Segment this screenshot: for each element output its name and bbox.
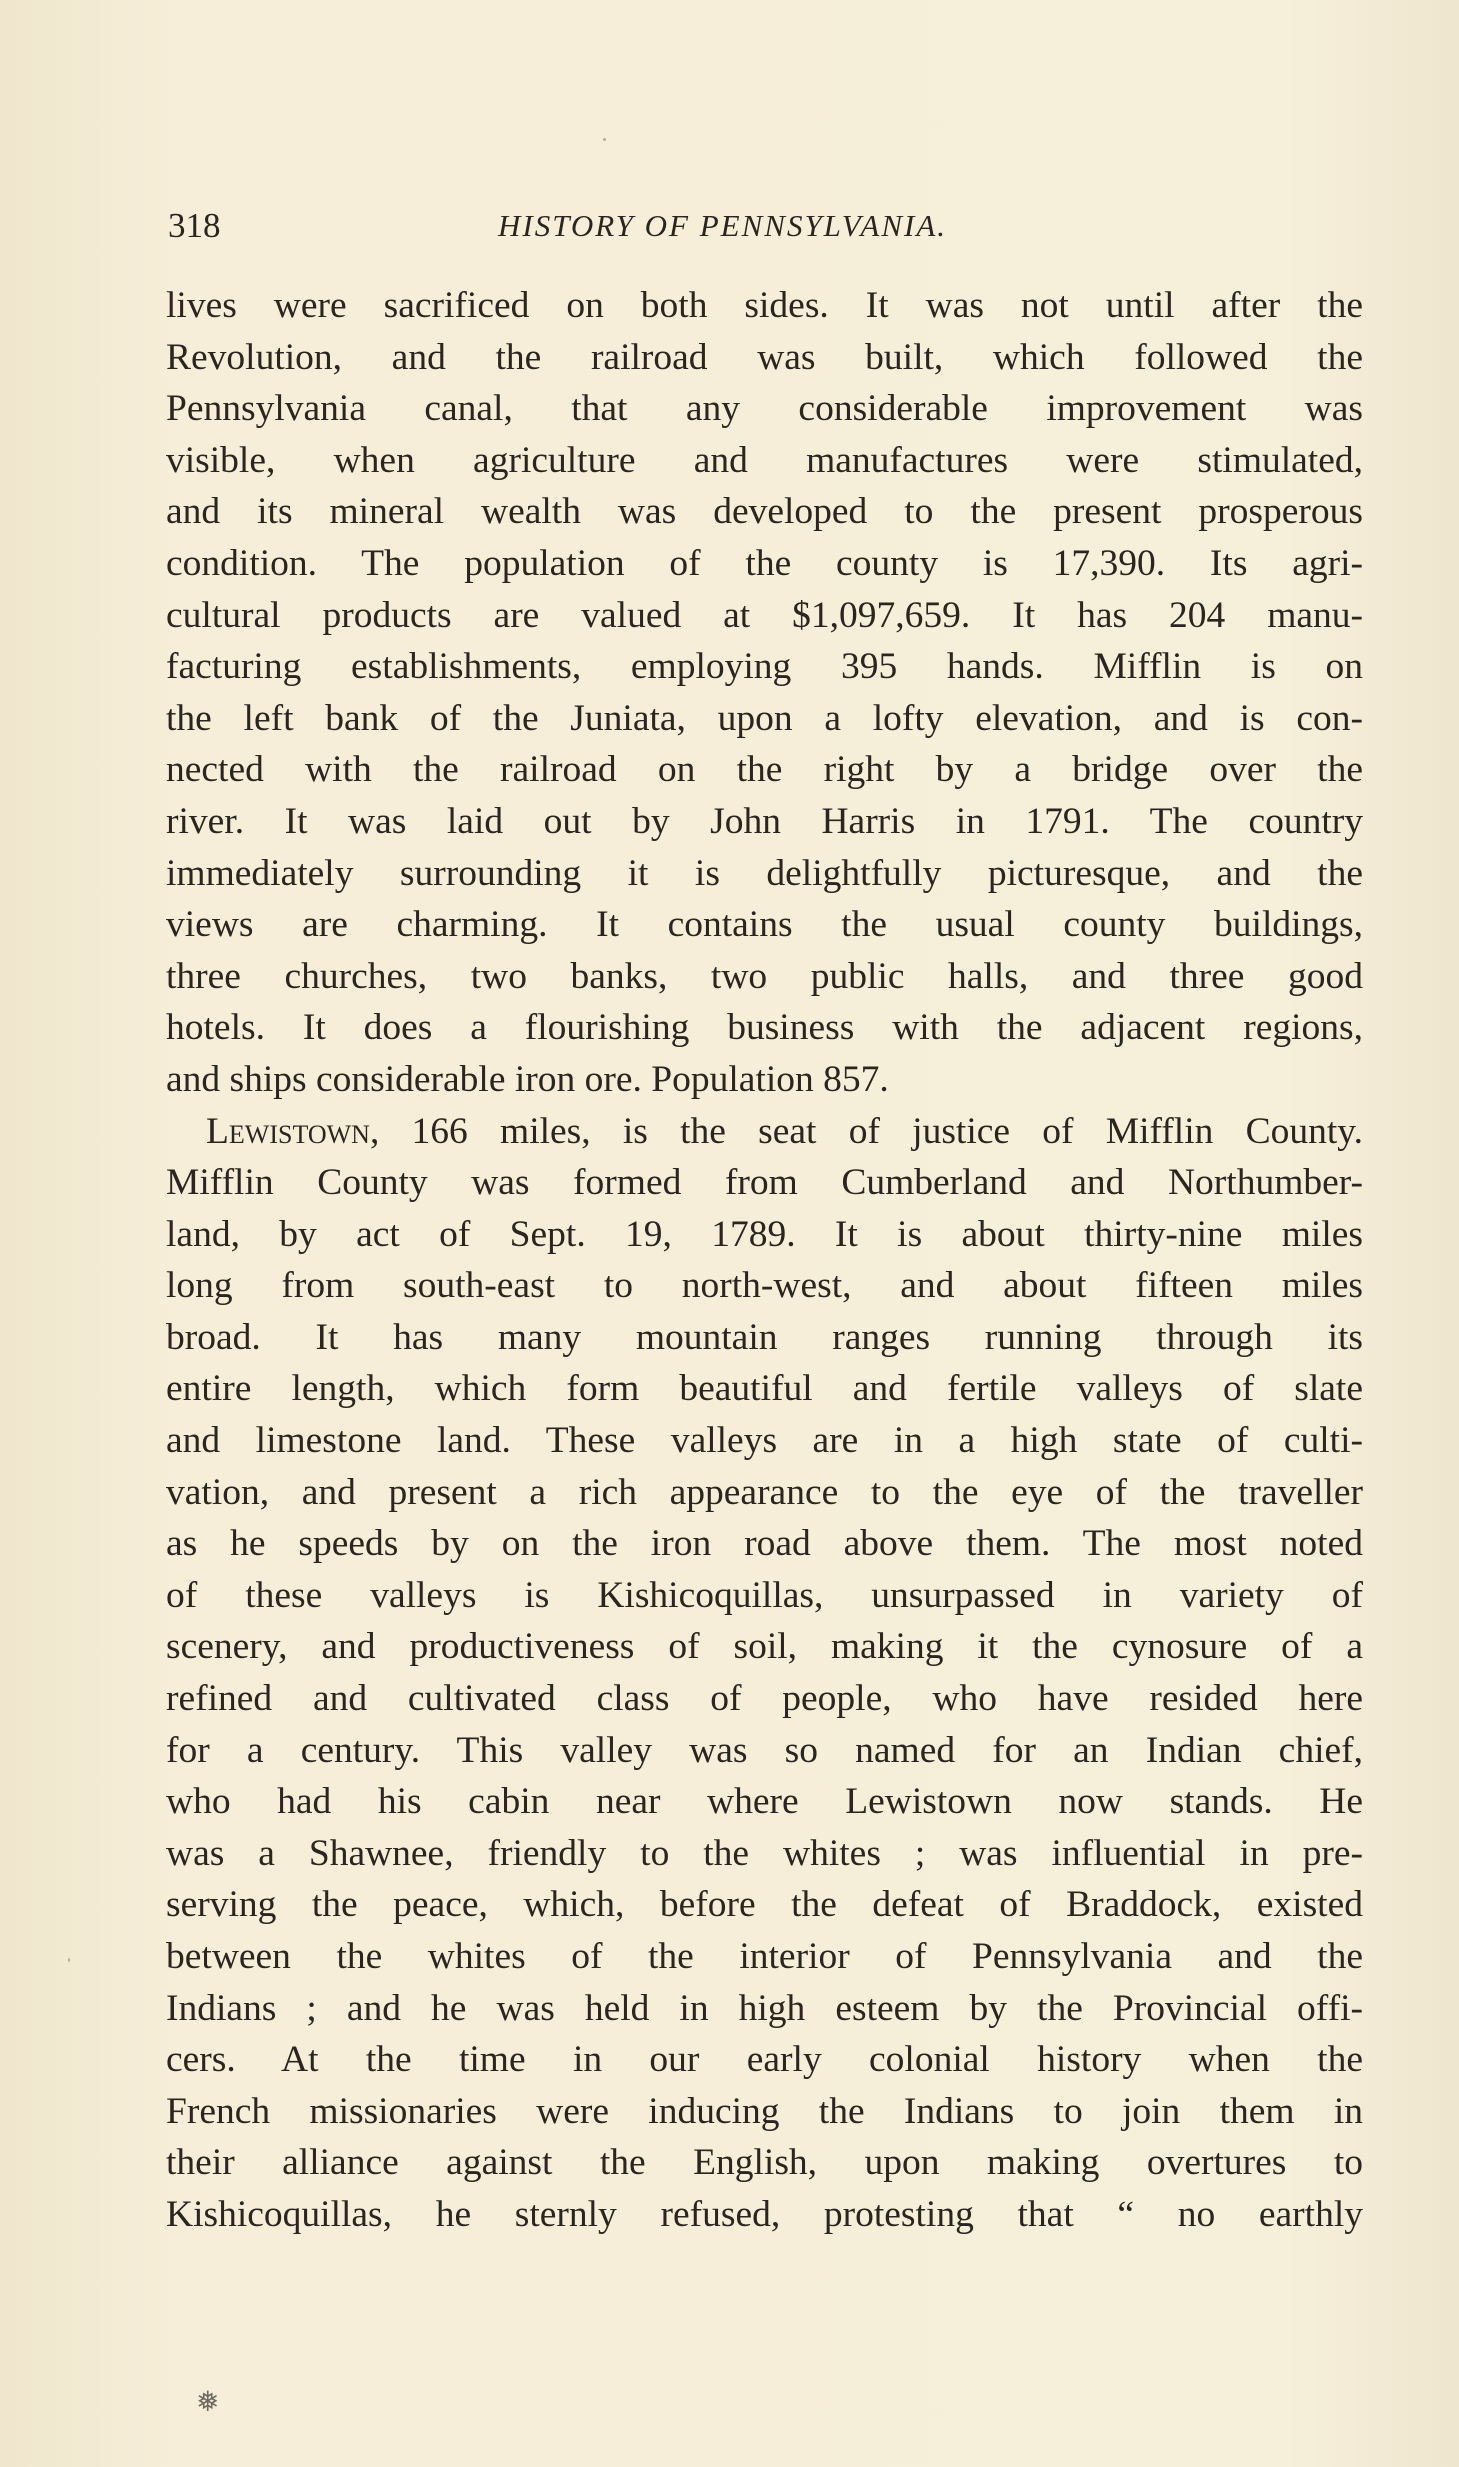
text-line: condition. The population of the county is 17,390. Its agri- <box>166 542 1363 584</box>
text-line: cultural products are valued at $1,097,659. It has 204 manu- <box>166 594 1363 636</box>
text-line: serving the peace, which, before the defeat of Braddock, existed <box>166 1884 1363 1926</box>
text-line: facturing establishments, employing 395 hands. Mifflin is on <box>166 646 1363 688</box>
running-head <box>168 204 1363 248</box>
text-line: French missionaries were inducing the Indians to join them in <box>166 2090 1363 2132</box>
place-name-lewistown: Lewistown <box>206 1110 370 1152</box>
text-line: refined and cultivated class of people, who have resided here <box>166 1678 1363 1720</box>
running-title: HISTORY OF PENNSYLVANIA. <box>498 208 948 243</box>
paragraph-end-line: and ships considerable iron ore. Population 857. <box>166 1058 889 1100</box>
paper-speck <box>603 138 606 141</box>
text-line: entire length, which form beautiful and fertile valleys of slate <box>166 1368 1363 1410</box>
signature-mark: ❅ <box>196 2385 220 2418</box>
text-line: was a Shawnee, friendly to the whites ; was influential in pre- <box>166 1832 1363 1874</box>
text-line: cers. At the time in our early colonial history when the <box>166 2039 1363 2081</box>
text-line: their alliance against the English, upon making overtures to <box>166 2142 1363 2184</box>
text-line: Kishicoquillas, he sternly refused, protesting that “ no earthly <box>166 2193 1363 2235</box>
text-line: river. It was laid out by John Harris in 1791. The country <box>166 800 1363 842</box>
page-number: 318 <box>168 206 221 245</box>
text-run: , 166 miles, is the seat of justice of Mifflin County. <box>369 1110 1363 1152</box>
text-line: lives were sacrificed on both sides. It was not until after the <box>166 285 1363 326</box>
text-line: nected with the railroad on the right by a bridge over the <box>166 749 1363 791</box>
text-line: Revolution, and the railroad was built, which followed the <box>166 336 1363 378</box>
text-line: hotels. It does a flourishing business with the adjacent regions, <box>166 1007 1363 1049</box>
text-line: broad. It has many mountain ranges running through its <box>166 1316 1363 1358</box>
text-line: views are charming. It contains the usual county buildings, <box>166 904 1363 946</box>
text-line: the left bank of the Juniata, upon a lofty elevation, and is con- <box>166 697 1363 739</box>
text-line: vation, and present a rich appearance to the eye of the traveller <box>166 1471 1363 1513</box>
text-line: who had his cabin near where Lewistown now stands. He <box>166 1781 1363 1823</box>
text-line: Mifflin County was formed from Cumberland and Northumber- <box>166 1162 1363 1204</box>
text-line: and limestone land. These valleys are in a high state of culti- <box>166 1420 1363 1462</box>
text-line: three churches, two banks, two public halls, and three good <box>166 955 1363 997</box>
text-line: Indians ; and he was held in high esteem by the Provincial offi- <box>166 1987 1363 2029</box>
text-line: of these valleys is Kishicoquillas, unsurpassed in variety of <box>166 1574 1363 1616</box>
text-line: scenery, and productiveness of soil, making it the cynosure of a <box>166 1626 1363 1668</box>
text-line: immediately surrounding it is delightfully picturesque, and the <box>166 852 1363 894</box>
text-line: and its mineral wealth was developed to the present prosperous <box>166 491 1363 533</box>
text-line: long from south-east to north-west, and about fifteen miles <box>166 1265 1363 1307</box>
body-text <box>166 280 1363 2241</box>
text-line: visible, when agriculture and manufactures were stimulated, <box>166 439 1363 481</box>
paper-speck <box>68 1958 70 1962</box>
text-line: between the whites of the interior of Pennsylvania and the <box>166 1936 1363 1977</box>
text-line: as he speeds by on the iron road above them. The most noted <box>166 1523 1363 1565</box>
text-line: land, by act of Sept. 19, 1789. It is about thirty-nine miles <box>166 1213 1363 1255</box>
text-line: Pennsylvania canal, that any considerable improvement was <box>166 388 1363 430</box>
paragraph-start-line <box>166 1106 1363 1158</box>
text-line: for a century. This valley was so named for an Indian chief, <box>166 1729 1363 1771</box>
